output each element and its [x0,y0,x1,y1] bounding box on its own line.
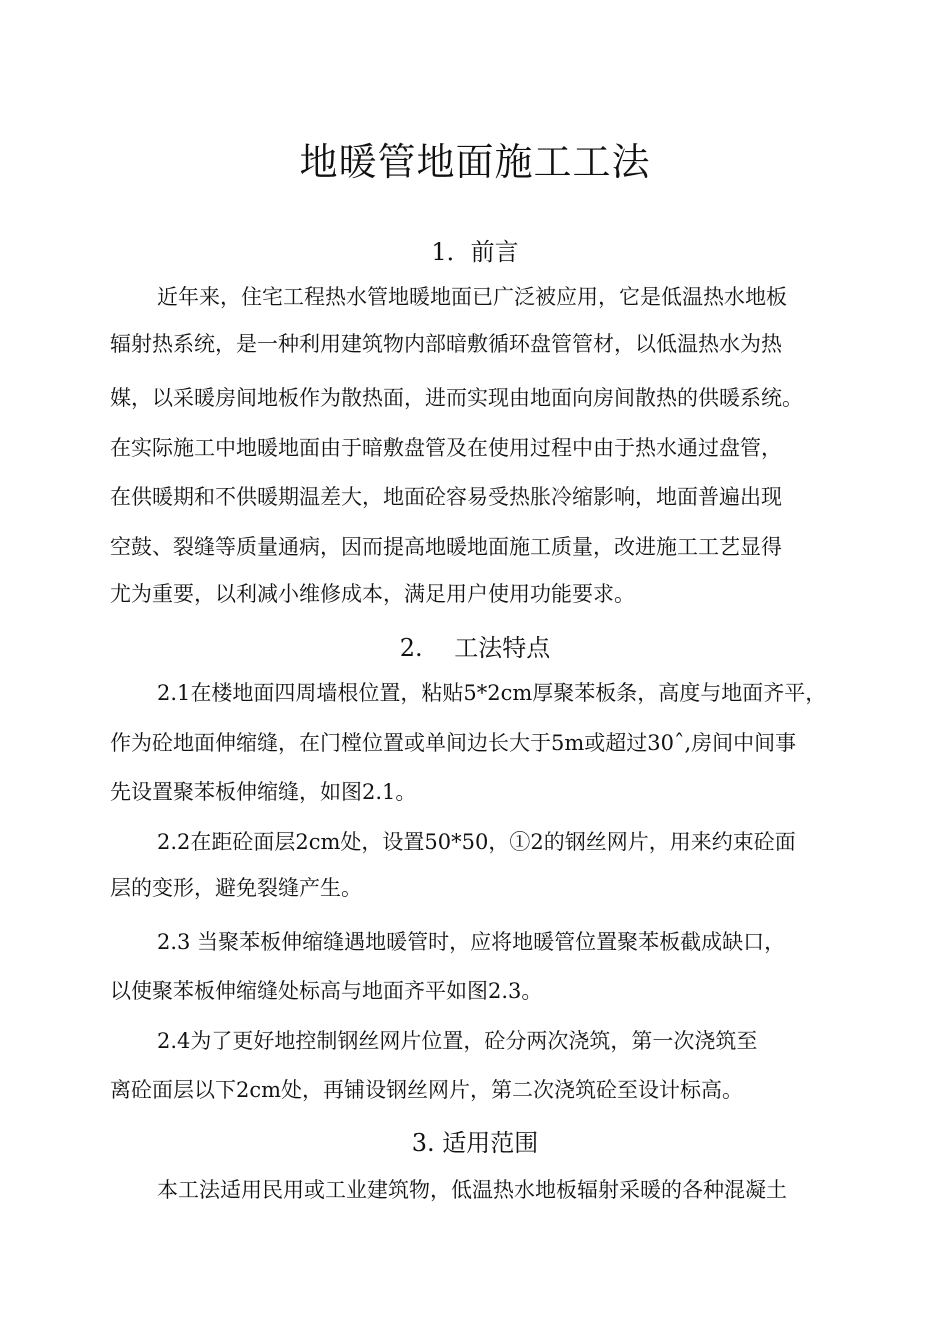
paragraph-line: 2.4为了更好地控制钢丝网片位置，砼分两次浇筑，第一次浇筑至 [157,1029,758,1053]
paragraph-line: 先设置聚苯板伸缩缝，如图2.1。 [110,780,417,804]
paragraph-line: 以使聚苯板伸缩缝处标高与地面齐平如图2.3。 [110,979,543,1003]
paragraph-line: 2.1在楼地面四周墙根位置，粘贴5*2cm厚聚苯板条，高度与地面齐平， [157,681,827,705]
paragraph-line: 作为砼地面伸缩缝，在门樘位置或单间边长大于5m或超过30ˆ,房间中间事 [110,731,797,755]
paragraph-line: 2.2在距砼面层2cm处，设置50*50，①2的钢丝网片，用来约束砼面 [157,830,796,854]
document-title: 地暖管地面施工工法 [299,140,651,184]
paragraph-line: 尤为重要，以利减小维修成本，满足用户使用功能要求。 [110,582,635,606]
section-heading-preface: 1．前言 [431,238,519,266]
paragraph-line: 离砼面层以下2cm处，再铺设钢丝网片，第二次浇筑砼至设计标高。 [110,1078,744,1102]
section-heading-scope: 3. 适用范围 [411,1129,539,1157]
paragraph-line: 空鼓、裂缝等质量通病，因而提高地暖地面施工质量，改进施工工艺显得 [110,535,782,559]
paragraph-line: 辐射热系统，是一种利用建筑物内部暗敷循环盘管管材，以低温热水为热 [110,332,782,356]
paragraph-line: 媒，以采暖房间地板作为散热面，进而实现由地面向房间散热的供暖系统。 [110,386,803,410]
paragraph-line: 2.3 当聚苯板伸缩缝遇地暖管时，应将地暖管位置聚苯板截成缺口， [157,930,786,954]
paragraph-line: 在供暖期和不供暖期温差大，地面砼容易受热胀冷缩影响，地面普遍出现 [110,485,782,509]
paragraph-line: 在实际施工中地暖地面由于暗敷盘管及在使用过程中由于热水通过盘管， [110,436,782,460]
section-heading-features: 2. 工法特点 [399,634,551,662]
paragraph-line: 近年来，住宅工程热水管地暖地面已广泛被应用，它是低温热水地板 [157,285,787,309]
paragraph-line: 层的变形，避免裂缝产生。 [110,876,362,900]
paragraph-line: 本工法适用民用或工业建筑物，低温热水地板辐射采暖的各种混凝土 [157,1178,787,1202]
